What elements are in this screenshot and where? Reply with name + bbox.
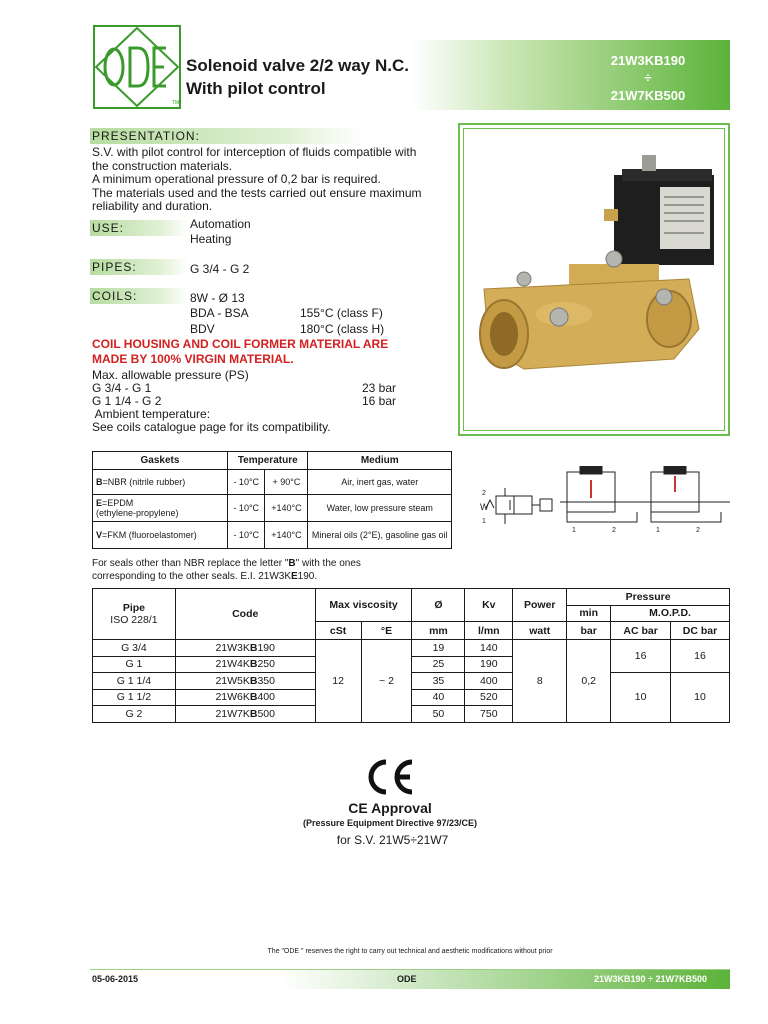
temp-max: +140°C	[265, 495, 308, 522]
table-header: Medium	[308, 452, 452, 470]
page-title: Solenoid valve 2/2 way N.C.	[186, 56, 409, 75]
text-bold: B	[288, 558, 296, 569]
valve-code	[175, 640, 315, 657]
max-pressure-title: Max. allowable pressure (PS)	[92, 368, 249, 382]
valve-schematics	[470, 466, 734, 536]
warning-line-1: COIL HOUSING AND COIL FORMER MATERIAL ARE	[92, 337, 389, 351]
code-part: 21W7K	[215, 707, 250, 720]
coils-label: COILS:	[90, 288, 188, 304]
unit-cst: cSt	[315, 622, 361, 640]
footer-codes: 21W3KB190 ÷ 21W7KB500	[594, 974, 707, 984]
code-part: 250	[257, 658, 275, 671]
seals-note	[92, 557, 450, 583]
use-label: USE:	[90, 220, 188, 236]
header-code-separator: ÷	[644, 70, 652, 85]
seals-note-line	[92, 570, 450, 583]
presentation-line: A minimum operational pressure of 0,2 bar is required.	[92, 172, 381, 186]
code-part: 21W6K	[215, 691, 250, 704]
table-row	[93, 495, 452, 522]
product-photo-frame	[458, 123, 730, 436]
coil-temperature: 155°C (class F)	[300, 306, 383, 320]
header-code-bottom: 21W7KB500	[610, 88, 686, 103]
symbol-diagram	[486, 488, 552, 524]
gasket-name: =NBR (nitrile rubber)	[102, 477, 186, 487]
coils-compatibility-note: See coils catalogue page for its compatibility.	[92, 420, 331, 434]
ac-value: 10	[611, 673, 671, 723]
code-part: 21W4K	[215, 658, 250, 671]
valve-code	[175, 673, 315, 690]
coil-temperature: 180°C (class H)	[300, 322, 385, 336]
medium: Water, low pressure steam	[308, 495, 452, 522]
diameter-value: 50	[412, 706, 465, 723]
port-label: 2	[482, 490, 486, 497]
table-row	[93, 470, 452, 495]
pressure-value: 16 bar	[362, 394, 397, 408]
svg-text:TM: TM	[172, 100, 180, 106]
port-label: 1	[572, 527, 576, 534]
code-seal: B	[249, 674, 258, 687]
ac-value: 16	[611, 640, 671, 673]
use-value-2: Heating	[190, 232, 232, 246]
table-row	[93, 522, 452, 549]
min-header: min	[567, 605, 611, 622]
kv-value: 520	[465, 689, 513, 706]
header-subtext: ISO 228/1	[110, 614, 158, 626]
medium: Air, inert gas, water	[308, 470, 452, 495]
text: corresponding to the other seals. E.I. 21W3K	[92, 571, 291, 582]
table-row	[93, 673, 730, 690]
presentation-line: reliability and duration.	[92, 199, 213, 213]
power-value: 8	[513, 640, 567, 723]
kv-header: Kv	[465, 589, 513, 622]
coil-type: BDA - BSA	[190, 306, 249, 320]
pipe-size: G 1	[93, 656, 176, 673]
valve-code	[175, 706, 315, 723]
presentation-line: S.V. with pilot control for interception of fluids compatible with	[92, 145, 417, 159]
code-part: 350	[257, 674, 275, 687]
w-label: W	[480, 502, 489, 512]
presentation-text	[92, 146, 454, 214]
gasket-name: =FKM (fluoroelastomer)	[102, 530, 197, 540]
diameter-header: Ø	[412, 589, 465, 622]
disclaimer: The "ODE " reserves the right to carry out technical and aesthetic modifications without prior	[267, 948, 553, 955]
viscosity-header: Max viscosity	[315, 589, 412, 622]
product-photo	[463, 128, 725, 431]
code-seal: B	[249, 691, 258, 704]
gaskets-table	[92, 451, 452, 549]
code-seal: B	[249, 707, 258, 720]
header-text: Pipe	[122, 602, 146, 614]
cst-value: 12	[315, 640, 361, 723]
diameter-value: 40	[412, 689, 465, 706]
pressure-range: G 1 1/4 - G 2	[92, 394, 162, 408]
unit-bar: bar	[567, 622, 611, 640]
pressure-value: 23 bar	[362, 381, 397, 395]
use-value-1: Automation	[190, 217, 251, 231]
port-label: 1	[656, 527, 660, 534]
pipe-size: G 3/4	[93, 640, 176, 657]
port-label: 1	[482, 518, 486, 525]
kv-value: 750	[465, 706, 513, 723]
unit-watt: watt	[513, 622, 567, 640]
code-part: 21W5K	[215, 674, 250, 687]
pressure-range: G 3/4 - G 1	[92, 381, 152, 395]
text: " with the ones	[295, 558, 361, 569]
medium: Mineral oils (2°E), gasoline gas oil	[308, 522, 452, 549]
dc-value: 10	[671, 673, 730, 723]
gasket-cell	[93, 495, 228, 522]
seals-note-line	[92, 557, 450, 570]
ce-directive: (Pressure Equipment Directive 97/23/CE)	[302, 818, 478, 828]
ce-for-models: for S.V. 21W5÷21W7	[336, 833, 449, 847]
unit-dc: DC bar	[671, 622, 730, 640]
kv-value: 400	[465, 673, 513, 690]
valve-specs-table	[92, 588, 730, 723]
gasket-cell	[93, 522, 228, 549]
gasket-code: V	[96, 530, 103, 540]
header-code-top: 21W3KB190	[610, 53, 686, 68]
ode-logo	[92, 24, 182, 110]
kv-value: 140	[465, 640, 513, 657]
ambient-temperature: Ambient temperature:	[92, 407, 211, 421]
unit-ac: AC bar	[611, 622, 671, 640]
table-header-row	[93, 452, 452, 470]
power-header: Power	[513, 589, 567, 622]
code-part: 190	[257, 641, 275, 654]
e-value: ~ 2	[361, 640, 412, 723]
code-seal: B	[249, 658, 258, 671]
ce-mark-icon	[362, 758, 416, 796]
code-part: 21W3K	[215, 641, 250, 654]
code-part: 400	[257, 691, 275, 704]
gasket-code: E	[96, 498, 103, 508]
pressure-header: Pressure	[567, 589, 730, 606]
presentation-line: The materials used and the tests carried out ensure maximum	[92, 185, 422, 200]
min-pressure-value: 0,2	[567, 640, 611, 723]
pipe-header	[93, 589, 176, 640]
section-diagram-open	[644, 466, 730, 522]
table-header-row	[93, 589, 730, 606]
pipes-value: G 3/4 - G 2	[190, 262, 250, 276]
gasket-cell	[93, 470, 228, 495]
page-subtitle: With pilot control	[186, 79, 326, 98]
diameter-value: 35	[412, 673, 465, 690]
pipes-label: PIPES:	[90, 259, 188, 275]
presentation-line: the construction materials.	[92, 158, 233, 173]
unit-e: °E	[361, 622, 412, 640]
temp-min: - 10°C	[228, 470, 265, 495]
pipe-size: G 1 1/4	[93, 673, 176, 690]
diameter-value: 19	[412, 640, 465, 657]
table-header: Temperature	[228, 452, 308, 470]
footer-date: 05-06-2015	[92, 974, 139, 984]
temp-max: +140°C	[265, 522, 308, 549]
code-header: Code	[175, 589, 315, 640]
temp-max: + 90°C	[265, 470, 308, 495]
gasket-name: =EPDM	[102, 498, 134, 508]
temp-min: - 10°C	[228, 522, 265, 549]
table-header: Gaskets	[93, 452, 228, 470]
mopd-header: M.O.P.D.	[611, 605, 730, 622]
gasket-name-detail: (ethylene-propylene)	[96, 508, 179, 518]
text: For seals other than NBR replace the letter "	[92, 558, 289, 569]
text-bold: E	[291, 571, 298, 582]
code-seal: B	[249, 641, 258, 654]
text: 190.	[297, 571, 318, 582]
port-label: 2	[612, 527, 616, 534]
coils-power: 8W - Ø 13	[190, 291, 245, 305]
warning-line-2: MADE BY 100% VIRGIN MATERIAL.	[92, 352, 294, 366]
temp-min: - 10°C	[228, 495, 265, 522]
table-row	[93, 640, 730, 657]
footer-company: ODE	[397, 974, 417, 984]
gasket-code: B	[96, 477, 103, 487]
valve-code	[175, 656, 315, 673]
pipe-size: G 2	[93, 706, 176, 723]
dc-value: 16	[671, 640, 730, 673]
coil-type: BDV	[190, 322, 215, 336]
presentation-label: PRESENTATION:	[90, 128, 365, 144]
ce-approval-title: CE Approval	[348, 800, 432, 816]
diameter-value: 25	[412, 656, 465, 673]
kv-value: 190	[465, 656, 513, 673]
section-diagram-closed	[560, 466, 646, 522]
unit-mm: mm	[412, 622, 465, 640]
unit-lmn: l/mn	[465, 622, 513, 640]
valve-code	[175, 689, 315, 706]
port-label: 2	[696, 527, 700, 534]
pipe-size: G 1 1/2	[93, 689, 176, 706]
code-part: 500	[257, 707, 275, 720]
